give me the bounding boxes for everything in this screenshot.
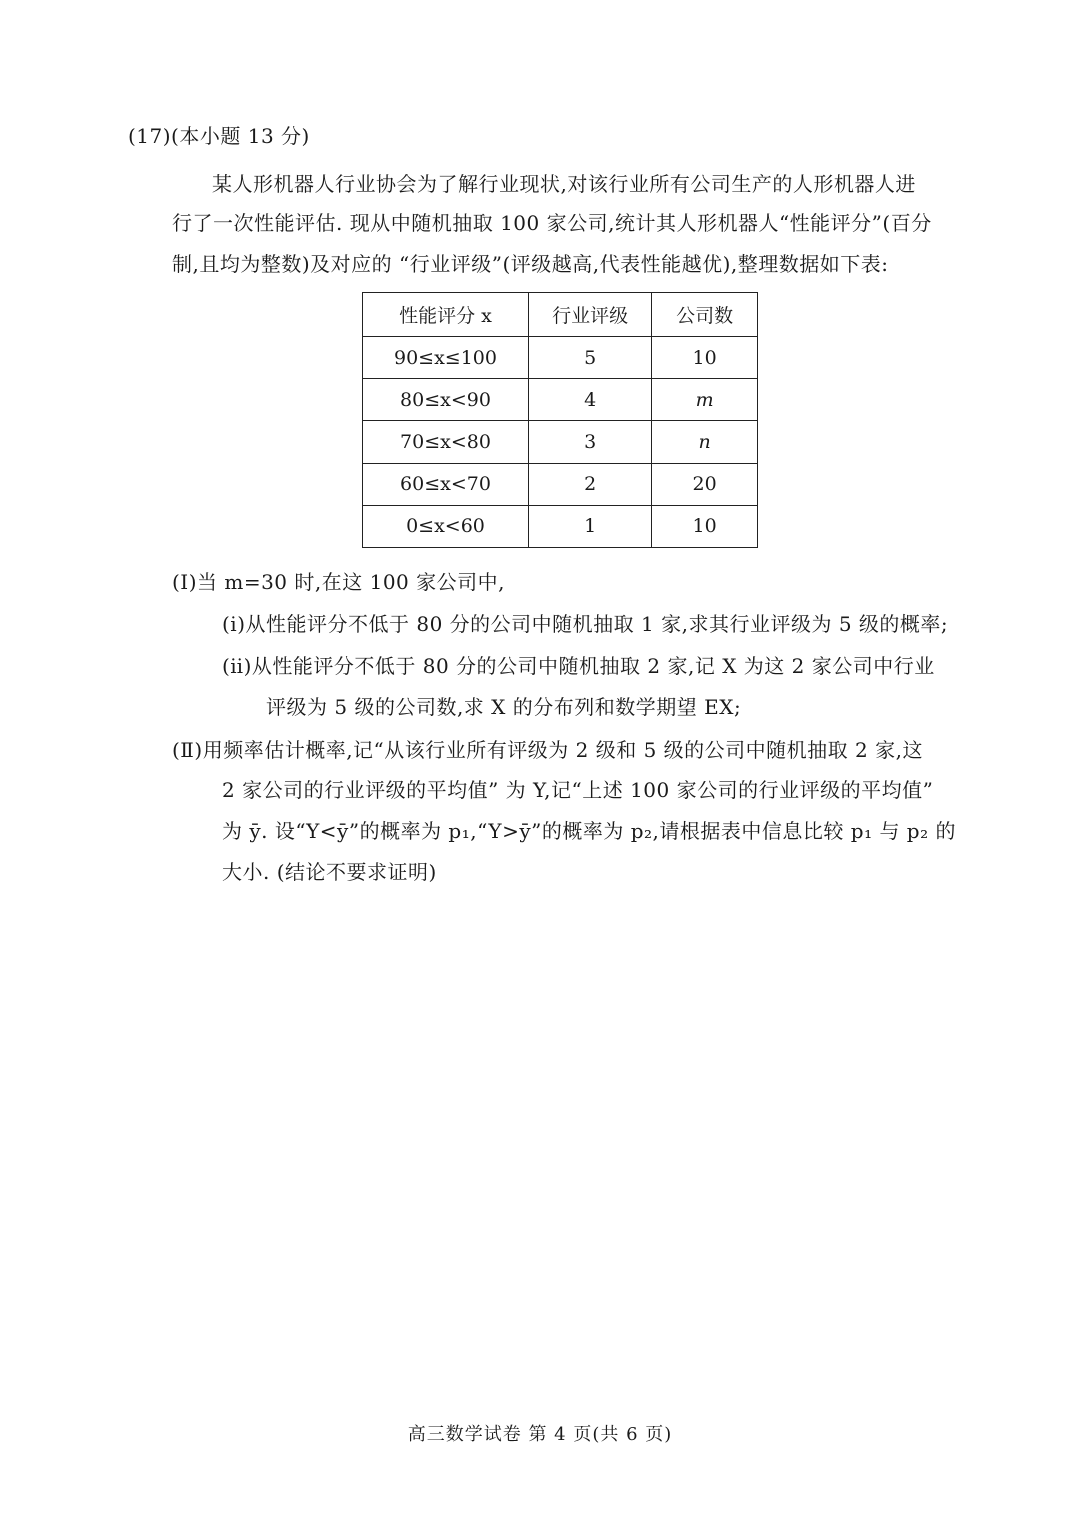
- part2-line-4: 大小. (结论不要求证明): [222, 860, 437, 884]
- part2-line-1: (Ⅱ)用频率估计概率,记“从该行业所有评级为 2 级和 5 级的公司中随机抽取 2 家,这: [172, 738, 923, 762]
- part1-stem: (Ⅰ)当 m=30 时,在这 100 家公司中,: [172, 570, 505, 594]
- table-row: [363, 337, 758, 379]
- intro-line-3: 制,且均为整数)及对应的 “行业评级”(评级越高,代表性能越优),整理数据如下表:: [172, 252, 889, 276]
- cell-count: 10: [652, 337, 758, 379]
- cell-count: 20: [652, 463, 758, 505]
- cell-count: m: [652, 379, 758, 421]
- cell-range: 90≤x≤100: [363, 337, 529, 379]
- cell-rating: 4: [528, 379, 651, 421]
- cell-count: 10: [652, 505, 758, 547]
- intro-line-2: 行了一次性能评估. 现从中随机抽取 100 家公司,统计其人形机器人“性能评分”(百分: [172, 211, 932, 235]
- cell-rating: 2: [528, 463, 651, 505]
- part2-line-2: 2 家公司的行业评级的平均值” 为 Y,记“上述 100 家公司的行业评级的平均值”: [222, 778, 934, 802]
- table-row: [363, 505, 758, 547]
- table-row: [363, 421, 758, 463]
- cell-range: 80≤x<90: [363, 379, 529, 421]
- cell-range: 0≤x<60: [363, 505, 529, 547]
- cell-count: n: [652, 421, 758, 463]
- part1-sub-ii-line-1: (ⅱ)从性能评分不低于 80 分的公司中随机抽取 2 家,记 X 为这 2 家公司中行业: [222, 654, 935, 678]
- table-row: [363, 463, 758, 505]
- cell-rating: 1: [528, 505, 651, 547]
- question-header: (17)(本小题 13 分): [128, 124, 310, 148]
- table-row: [363, 379, 758, 421]
- intro-line-1: 某人形机器人行业协会为了解行业现状,对该行业所有公司生产的人形机器人进: [212, 172, 916, 196]
- header-count: 公司数: [652, 293, 758, 337]
- cell-rating: 3: [528, 421, 651, 463]
- page-footer: 高三数学试卷 第 4 页(共 6 页): [407, 1424, 673, 1445]
- cell-rating: 5: [528, 337, 651, 379]
- cell-range: 70≤x<80: [363, 421, 529, 463]
- part1-sub-i: (ⅰ)从性能评分不低于 80 分的公司中随机抽取 1 家,求其行业评级为 5 级的概率;: [222, 612, 949, 636]
- header-rating: 行业评级: [528, 293, 651, 337]
- cell-range: 60≤x<70: [363, 463, 529, 505]
- score-table: [362, 292, 758, 548]
- part1-sub-ii-line-2: 评级为 5 级的公司数,求 X 的分布列和数学期望 EX;: [266, 695, 742, 719]
- header-score: 性能评分 x: [363, 293, 529, 337]
- part2-line-3: 为 ȳ. 设“Y<ȳ”的概率为 p₁,“Y>ȳ”的概率为 p₂,请根据表中信息比较 p₁ 与 p₂ 的: [222, 819, 956, 843]
- table-header-row: [363, 293, 758, 337]
